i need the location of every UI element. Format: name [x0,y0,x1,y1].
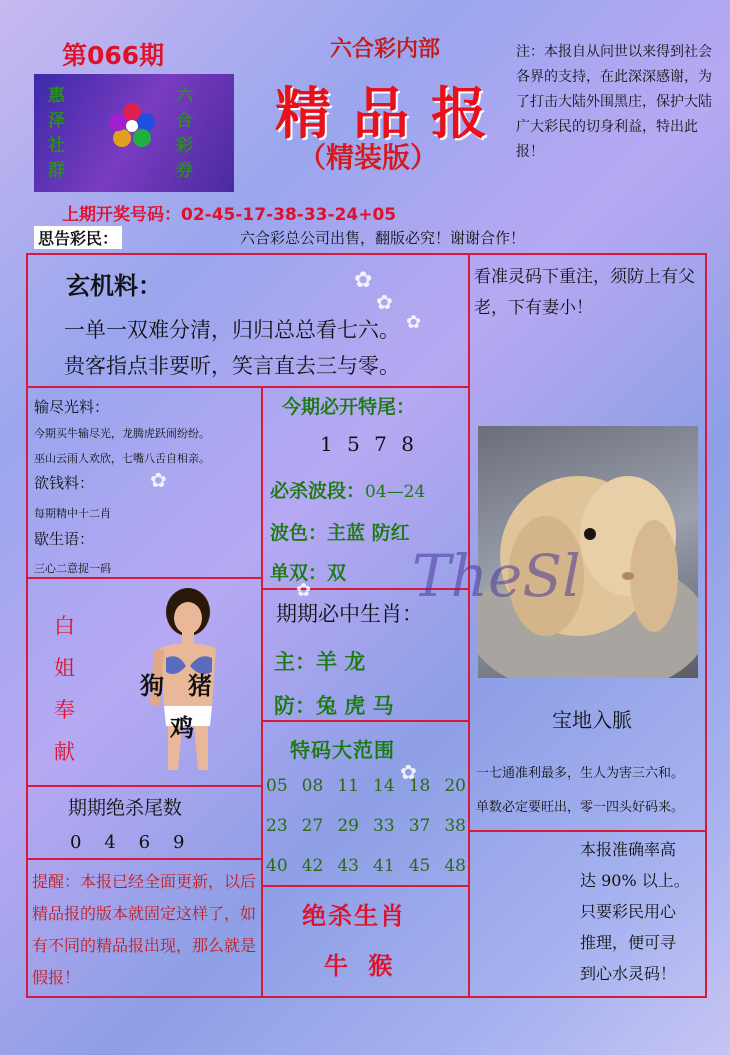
flower-icon: ✿ [354,268,373,293]
range-number: 37 [408,816,431,836]
kill-tail-numbers: 0 4 6 9 [70,832,185,853]
range-number: 29 [337,816,359,836]
issue-number: 第066期 [62,41,165,70]
edition-label: （精装版） [298,141,439,174]
divider-mid-column [261,386,263,998]
range-number: 40 [266,856,288,876]
range-number: 38 [444,816,466,836]
range-row [266,816,466,856]
flower-icon: ✿ [296,580,312,601]
range-row [266,776,466,816]
last-draw-numbers: 02-45-17-38-33-24+05 [181,205,397,225]
girl-char-1: 白 [54,614,75,638]
treasure-title: 宝地入脈 [552,708,632,732]
zodiac-title: 期期必中生肖： [276,602,423,626]
kill-wave [270,476,425,503]
accuracy-line-1: 本报准确率高 [580,840,677,859]
saying-title: 歇生语： [34,530,95,548]
girl-side-text [54,610,80,778]
logo-panel [34,74,234,192]
divider-mid-2 [261,720,470,722]
accuracy-line-2: 达 90% 以上。 [580,871,690,890]
girl-char-2: 姐 [54,656,75,680]
range-number: 42 [301,856,324,876]
girl-zodiac-2: 猪 [188,671,212,700]
range-title: 特码大范围 [290,738,395,762]
range-number: 08 [301,776,324,796]
saying-text: 三心二意捉一码 [34,562,111,575]
xuanji-line-1: 一单一双难分清，归归总总看七六。 [64,318,400,342]
kill-zodiac-value: 牛 猴 [324,951,399,980]
odd-even: 单双：双 [270,562,347,584]
range-number: 14 [373,776,395,796]
girl-char-4: 献 [54,740,75,764]
range-number: 11 [337,776,359,796]
tail-title: 今期必开特尾： [282,396,416,418]
frame-bottom [26,996,707,998]
divider-right-1 [468,830,707,832]
xuanji-title: 玄机料： [66,271,162,300]
zodiac-guard: 防：兔 虎 马 [274,693,394,718]
girl-zodiac-1: 狗 [140,671,164,700]
range-number: 48 [444,856,466,876]
accuracy-text [580,834,704,989]
range-number: 27 [301,816,324,836]
flower-icon: ✿ [150,468,167,492]
tail-numbers: 1 5 7 8 [320,432,418,456]
range-number: 20 [444,776,466,796]
range-number: 33 [373,816,395,836]
frame-left [26,253,28,998]
main-title: 精品报 [275,81,509,147]
range-number: 18 [408,776,431,796]
range-number: 23 [266,816,288,836]
flower-icon: ✿ [400,760,417,784]
range-number: 05 [266,776,288,796]
flower-icon: ✿ [406,312,422,333]
lose-all-title: 输尽光料： [34,398,110,416]
range-row [266,856,466,896]
accuracy-line-3: 只要彩民用心 [580,902,677,921]
accuracy-line-4: 推理，便可寻 [580,933,677,952]
watermark-text: TheSl [412,542,581,610]
notice-text: 注：本报自从问世以来得到社会各界的支持，在此深深感谢，为了打击大陆外围黑庄，保护大陆广大彩民的切身利益，特出此报！ [516,44,712,160]
divider-under-xuanji [26,386,470,388]
xuanji-line-2: 贵客指点非要听，笑言直去三与零。 [64,354,400,378]
last-draw-label [62,200,396,225]
range-number: 45 [408,856,431,876]
lose-all-line-1: 今期买牛输尽光，龙腾虎跃闹纷纷。 [34,427,210,440]
last-draw-label-text: 上期开奖号码： [62,205,181,225]
frame-top [26,253,707,255]
kill-zodiac-title: 绝杀生肖 [302,901,406,930]
logo-right-column: 六合彩券 [176,86,193,181]
frame-right [705,253,707,998]
divider-left-2 [26,785,263,787]
divider-left-3 [26,858,263,860]
zodiac-main: 主：羊 龙 [274,649,366,674]
kill-wave-value: 04—24 [365,482,426,502]
logo-left-column: 惠泽社群 [48,86,65,181]
girl-char-3: 奉 [54,698,75,722]
flower-icon: ✿ [376,290,393,314]
range-number: 43 [337,856,359,876]
lose-all-line-2: 巫山云雨人欢欣，七嘴八舌自相亲。 [34,452,210,465]
girl-zodiac-3: 鸡 [170,713,194,742]
kill-tail-title: 期期绝杀尾数 [68,797,183,819]
treasure-line-2: 单数必定要旺出，零一四头好码来。 [476,800,685,815]
logo-flower-icon [104,98,160,154]
range-table [266,776,466,896]
kill-wave-label: 必杀波段： [270,480,366,502]
publisher-note: 六合彩总公司出售，翻版必究！谢谢合作！ [240,229,526,247]
divider-left-1 [26,577,263,579]
want-money-text: 每期精中十二肖 [34,507,111,520]
range-number: 41 [373,856,395,876]
wave-color: 波色：主蓝 防红 [270,522,410,544]
sponsor-label: 思告彩民： [34,226,122,249]
right-top-text: 看准灵码下重注，须防上有父老，下有妻小！ [474,267,695,318]
want-money-title: 欲钱料： [34,474,95,492]
accuracy-line-5: 到心水灵码！ [580,964,677,983]
treasure-line-1: 一七通准利最多，生人为害三六和。 [476,766,685,781]
remind-text: 提醒：本报已经全面更新，以后精品报的版本就固定这样了，如有不同的精品报出现，那么就是假报！ [32,872,257,987]
insider-label: 六合彩内部 [330,36,441,62]
